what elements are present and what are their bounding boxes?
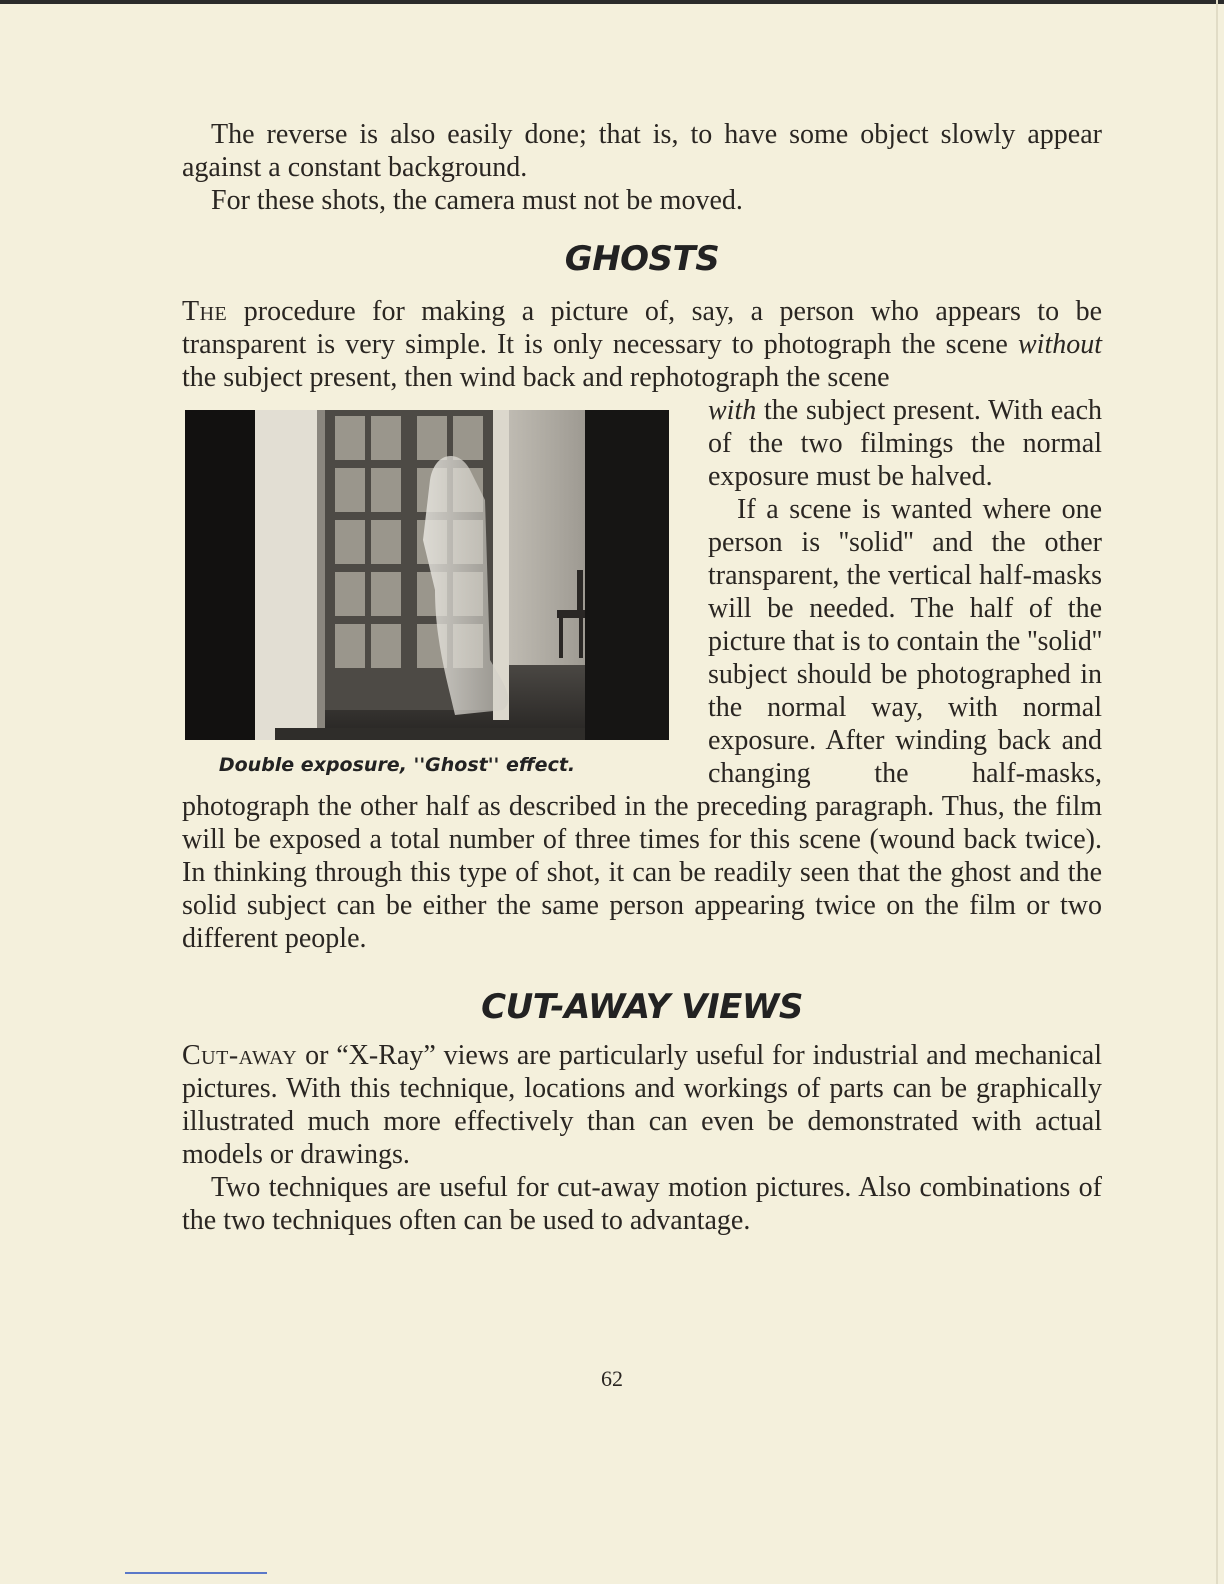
- page-edge-shadow: [1216, 0, 1218, 1584]
- ghosts-text-c: the subject present. With each of the two filmings the normal exposure must be halved.: [708, 395, 1102, 492]
- section-heading-ghosts: GHOSTS: [564, 239, 720, 279]
- ghosts-lead-word: The: [182, 296, 228, 327]
- ghost-double-exposure-photo: [185, 410, 669, 740]
- cutaway-lead-word: Cut-away: [182, 1040, 298, 1071]
- cutaway-text: or “X-Ray” views are particularly useful for industrial and mechanical pictures. With this technique, locations and workings of parts can be graphically illustrated much more effectively than can even be demonstrated with actual models or drawings.: [182, 1040, 1102, 1170]
- ghosts-emphasis-without: without: [1017, 329, 1102, 360]
- ghosts-text-b: the subject present, then wind back and rephotograph the scene: [182, 362, 890, 393]
- intro-paragraph-1: The reverse is also easily done; that is, to have some object slowly appear against a constant background.: [182, 119, 1102, 183]
- page-body: [182, 118, 1102, 1237]
- cutaway-paragraph-1: [182, 1039, 1102, 1171]
- cutaway-paragraph-2: Two techniques are useful for cut-away motion pictures. Also combinations of the two techniques often can be used to advantage.: [182, 1172, 1102, 1236]
- ghosts-paragraph-2: If a scene is wanted where one person is ''solid'' and the other transparent, the vertical half-masks will be needed. The half of the picture that is to contain the ''solid'' subject should be photographed in the normal way, with normal exposure. After winding back and changing the half-masks, photograph the other half as described in the preceding paragraph. Thus, the film will be exposed a total number of three times for this scene (wound back twice). In thinking through this type of shot, it can be readily seen that the ghost and the solid subject can be either the same person appearing twice on the film or two different people.: [182, 494, 1102, 954]
- page-number: 62: [601, 1366, 623, 1391]
- scan-edge-mark: [125, 1572, 267, 1574]
- section-heading-cutaway: CUT-AWAY VIEWS: [481, 987, 803, 1027]
- ghosts-paragraph-1: [182, 295, 1102, 394]
- top-edge-rule: [0, 0, 1224, 4]
- ghosts-emphasis-with: with: [708, 395, 757, 426]
- ghosts-text-a: procedure for making a picture of, say, a person who appears to be transparent is very simple. It is only necessary to photograph the scene: [182, 296, 1102, 360]
- ghost-figure: [182, 410, 668, 776]
- intro-paragraph-2: For these shots, the camera must not be moved.: [211, 185, 743, 216]
- figure-caption: Double exposure, ''Ghost'' effect.: [218, 754, 576, 776]
